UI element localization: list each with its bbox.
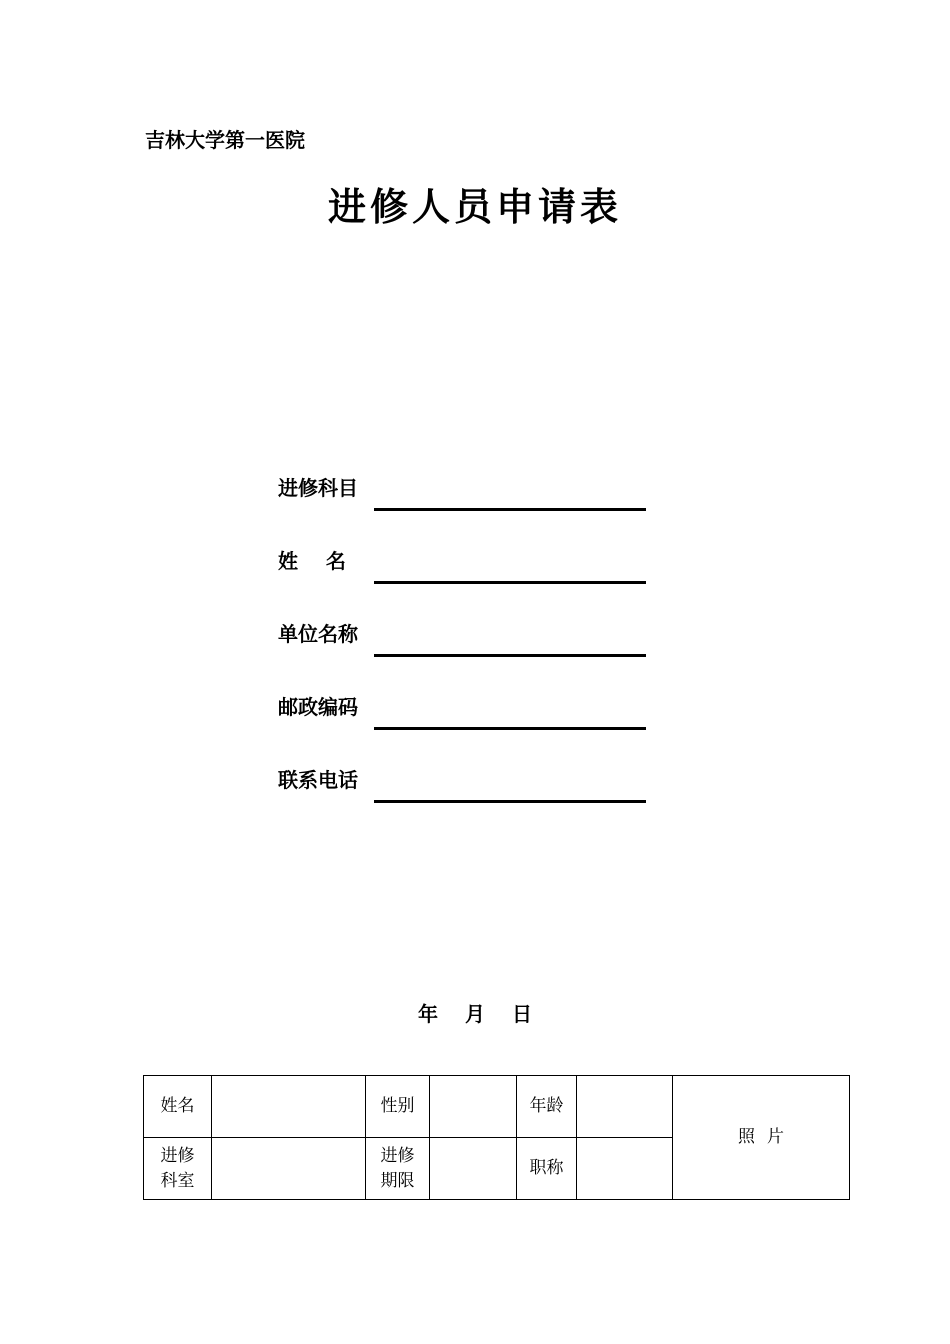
field-label: 进修科目 <box>278 476 358 500</box>
period-value-cell[interactable] <box>430 1138 517 1200</box>
field-name <box>278 545 648 585</box>
field-phone <box>278 764 648 804</box>
date-day: 日 <box>511 1002 532 1026</box>
title-label-cell: 职称 <box>517 1138 577 1200</box>
field-study-subject <box>278 472 648 512</box>
dept-value-cell[interactable] <box>212 1138 366 1200</box>
dept-label: 进修科室 <box>160 1145 195 1191</box>
form-title: 进修人员申请表 <box>327 184 622 229</box>
gender-value-cell[interactable] <box>430 1076 517 1138</box>
period-label: 进修期限 <box>380 1145 415 1191</box>
photo-cell[interactable] <box>673 1076 850 1200</box>
study-subject-input-line[interactable] <box>374 508 646 511</box>
name-input-line[interactable] <box>374 581 646 584</box>
unit-name-input-line[interactable] <box>374 654 646 657</box>
age-value-cell[interactable] <box>577 1076 673 1138</box>
postal-code-input-line[interactable] <box>374 727 646 730</box>
phone-input-line[interactable] <box>374 800 646 803</box>
photo-label-part2: 片 <box>767 1127 784 1147</box>
field-unit-name <box>278 618 648 658</box>
applicant-info-table <box>143 1075 850 1200</box>
field-label: 单位名称 <box>278 622 358 646</box>
field-label: 联系电话 <box>278 768 358 792</box>
age-label-cell: 年龄 <box>517 1076 577 1138</box>
photo-label-part1: 照 <box>738 1127 755 1147</box>
dept-label-cell <box>144 1138 212 1200</box>
date-month: 月 <box>465 1002 485 1026</box>
date-line <box>0 998 950 1027</box>
period-label-cell <box>366 1138 430 1200</box>
name-value-cell[interactable] <box>212 1076 366 1138</box>
gender-label-cell: 性别 <box>366 1076 430 1138</box>
field-label: 邮政编码 <box>278 695 358 719</box>
date-year: 年 <box>418 1002 439 1026</box>
field-postal-code <box>278 691 648 731</box>
title-value-cell[interactable] <box>577 1138 673 1200</box>
name-label-cell: 姓名 <box>144 1076 212 1138</box>
table-row <box>144 1076 850 1138</box>
field-label: 姓 名 <box>278 549 346 573</box>
hospital-name: 吉林大学第一医院 <box>145 128 305 152</box>
